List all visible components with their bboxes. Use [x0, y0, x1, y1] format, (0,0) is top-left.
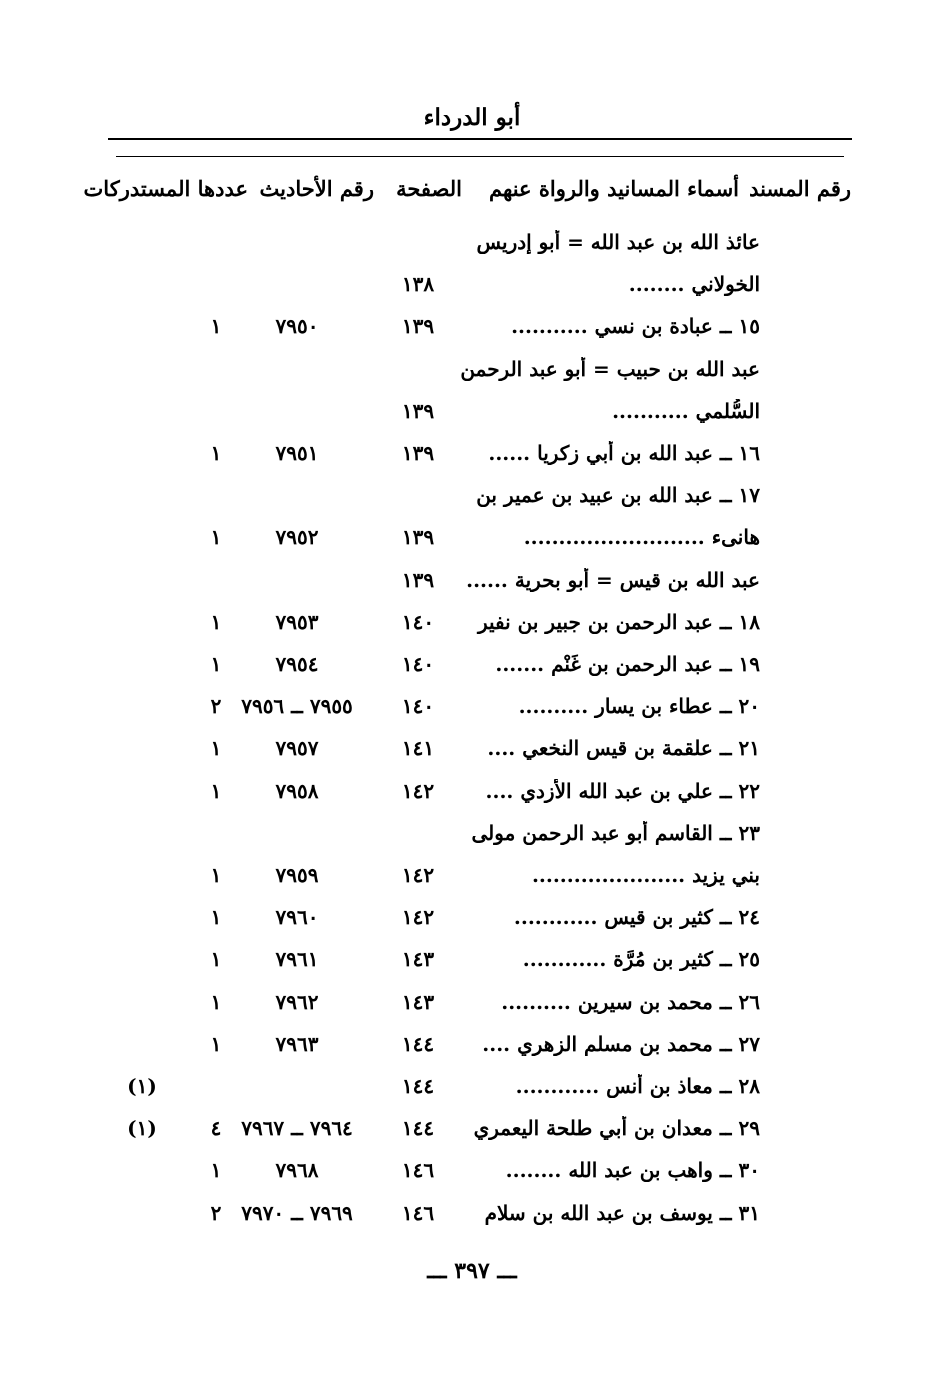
- table-row: [108, 863, 852, 901]
- page-header: أبو الدرداء: [423, 104, 521, 131]
- entry-page: ١٤٢: [401, 778, 435, 803]
- entry-page: ١٤٦: [401, 1158, 435, 1183]
- entry-name: ١٥ ــ عبادة بن نسي ...........: [511, 314, 760, 339]
- entry-hadith-numbers: ٧٩٦٢: [275, 989, 319, 1014]
- entry-hadith-numbers: ٧٩٦٠: [275, 905, 319, 930]
- entry-name: ٢٣ ــ القاسم أبو عبد الرحمن مولى: [471, 820, 760, 845]
- table-row: [108, 357, 852, 395]
- entry-name: ٢٧ ــ محمد بن مسلم الزهري ....: [482, 1031, 760, 1056]
- column-header-names: أسماء المسانيد والرواة عنهم: [489, 176, 739, 201]
- entry-count: ١: [210, 1158, 222, 1183]
- entry-page: ١٣٩: [401, 567, 435, 592]
- entry-mustadrak-note: (١): [127, 1116, 157, 1141]
- column-header-count-mustadrakat: عددها المستدركات: [83, 176, 248, 201]
- entry-count: ١: [210, 736, 222, 761]
- table-row: [108, 314, 852, 352]
- entry-name: بني يزيد ......................: [531, 863, 760, 887]
- entry-hadith-numbers: ٧٩٦٩ ــ ٧٩٧٠: [241, 1200, 353, 1225]
- table-row: [108, 568, 852, 606]
- entry-count: ٢: [210, 694, 222, 719]
- entry-page: ١٤٦: [401, 1200, 435, 1225]
- entry-page: ١٤٠: [401, 609, 435, 634]
- table-row: [108, 483, 852, 521]
- entry-name: عبد الله بن قيس = أبو بحرية ......: [466, 567, 760, 592]
- entry-page: ١٣٩: [401, 398, 435, 423]
- entry-hadith-numbers: ٧٩٦١: [275, 947, 319, 972]
- entry-count: ١: [210, 525, 222, 550]
- table-row: [108, 1074, 852, 1112]
- entry-name: ١٨ ــ عبد الرحمن بن جبير بن نفير: [477, 609, 760, 634]
- table-row: [108, 652, 852, 690]
- table-row: [108, 399, 852, 437]
- entry-count: ١: [210, 441, 222, 465]
- table-row: [108, 230, 852, 268]
- entry-hadith-numbers: ٧٩٥١: [275, 441, 319, 465]
- entry-hadith-numbers: ٧٩٥٢: [275, 525, 319, 550]
- entry-name: ٢٨ ــ معاذ بن أنس ............: [515, 1074, 760, 1098]
- entry-count: ١: [210, 609, 222, 634]
- table-row: [108, 905, 852, 943]
- entry-name: ٢٠ ــ عطاء بن يسار ..........: [518, 694, 760, 719]
- entry-hadith-numbers: ٧٩٥٨: [275, 778, 319, 803]
- entry-page: ١٤٣: [401, 947, 435, 972]
- entry-name: ١٧ ــ عبد الله بن عبيد بن عمير بن: [476, 483, 760, 508]
- table-row: [108, 1158, 852, 1196]
- entry-hadith-numbers: ٧٩٥٤: [275, 652, 319, 676]
- entry-page: ١٤٤: [401, 1074, 435, 1098]
- table-row: [108, 694, 852, 732]
- entry-name: عائذ الله بن عبد الله = أبو إدريس: [476, 230, 760, 254]
- entry-name: السُّلمي ...........: [612, 398, 760, 423]
- entry-page: ١٣٩: [401, 441, 435, 465]
- table-row: [108, 610, 852, 648]
- entry-count: ١: [210, 652, 222, 676]
- entry-name: ٢٦ ــ محمد بن سيرين ..........: [501, 989, 760, 1014]
- entry-name: ٢١ ــ علقمة بن قيس النخعي ....: [487, 736, 760, 761]
- entry-name: ١٦ ــ عبد الله بن أبي زكريا ......: [488, 441, 760, 465]
- entry-name: ٢٩ ــ معدان بن أبي طلحة اليعمري: [473, 1116, 760, 1141]
- page-number: ـــ ٣٩٧ ـــ: [427, 1258, 517, 1284]
- entry-page: ١٤٢: [401, 905, 435, 930]
- table-row: [108, 441, 852, 479]
- entry-hadith-numbers: ٧٩٥٠: [275, 314, 319, 339]
- table-row: [108, 1116, 852, 1154]
- table-row: [108, 525, 852, 563]
- entry-hadith-numbers: ٧٩٦٣: [275, 1031, 319, 1056]
- entry-hadith-numbers: ٧٩٥٩: [275, 863, 319, 887]
- entry-count: ١: [210, 905, 222, 930]
- column-header-musnad-number: رقم المسند: [749, 176, 851, 201]
- entry-count: ١: [210, 778, 222, 803]
- entry-count: ٤: [210, 1116, 222, 1141]
- entry-count: ١: [210, 863, 222, 887]
- entry-page: ١٣٩: [401, 525, 435, 550]
- entry-page: ١٤٠: [401, 694, 435, 719]
- entry-mustadrak-note: (١): [127, 1074, 157, 1098]
- table-row: [108, 736, 852, 774]
- entry-count: ١: [210, 314, 222, 339]
- entry-name: هانىء ..........................: [523, 525, 760, 550]
- table-row: [108, 947, 852, 985]
- entry-hadith-numbers: ٧٩٦٤ ــ ٧٩٦٧: [241, 1116, 353, 1141]
- table-row: [108, 990, 852, 1028]
- table-row: [108, 1201, 852, 1239]
- table-row: [108, 1032, 852, 1070]
- table-row: [108, 779, 852, 817]
- entry-count: ١: [210, 989, 222, 1014]
- entry-name: ٢٢ ــ علي بن عبد الله الأزدي ....: [485, 778, 760, 803]
- entry-count: ١: [210, 1031, 222, 1056]
- entry-page: ١٤١: [401, 736, 435, 761]
- entry-hadith-numbers: ٧٩٥٧: [275, 736, 319, 761]
- header-rule-thin: [116, 156, 844, 157]
- entry-name: ٣١ ــ يوسف بن عبد الله بن سلام: [484, 1200, 760, 1225]
- entry-name: عبد الله بن حبيب = أبو عبد الرحمن: [460, 356, 760, 381]
- column-header-hadith-numbers: رقم الأحاديث: [259, 176, 374, 201]
- entry-hadith-numbers: ٧٩٦٨: [275, 1158, 319, 1183]
- entry-name: ٣٠ ــ واهب بن عبد الله ........: [505, 1158, 760, 1183]
- entry-name: الخولاني ........: [628, 272, 760, 297]
- entry-count: ١: [210, 947, 222, 972]
- entry-page: ١٤٤: [401, 1116, 435, 1141]
- table-row: [108, 272, 852, 310]
- entry-page: ١٣٩: [401, 314, 435, 339]
- entry-name: ١٩ ــ عبد الرحمن بن غَنْم .......: [495, 652, 760, 676]
- column-header-page: الصفحة: [396, 176, 462, 201]
- entry-page: ١٤٠: [401, 652, 435, 676]
- header-rule: [108, 138, 852, 140]
- entry-page: ١٤٣: [401, 989, 435, 1014]
- entry-hadith-numbers: ٧٩٥٥ ــ ٧٩٥٦: [241, 694, 353, 719]
- entry-name: ٢٥ ــ كثير بن مُرَّة ............: [522, 947, 760, 972]
- entry-page: ١٣٨: [401, 272, 435, 297]
- table-row: [108, 821, 852, 859]
- entry-count: ٢: [210, 1200, 222, 1225]
- entry-page: ١٤٤: [401, 1031, 435, 1056]
- entry-name: ٢٤ ــ كثير بن قيس ............: [513, 905, 760, 930]
- entry-hadith-numbers: ٧٩٥٣: [275, 609, 319, 634]
- entry-page: ١٤٢: [401, 863, 435, 887]
